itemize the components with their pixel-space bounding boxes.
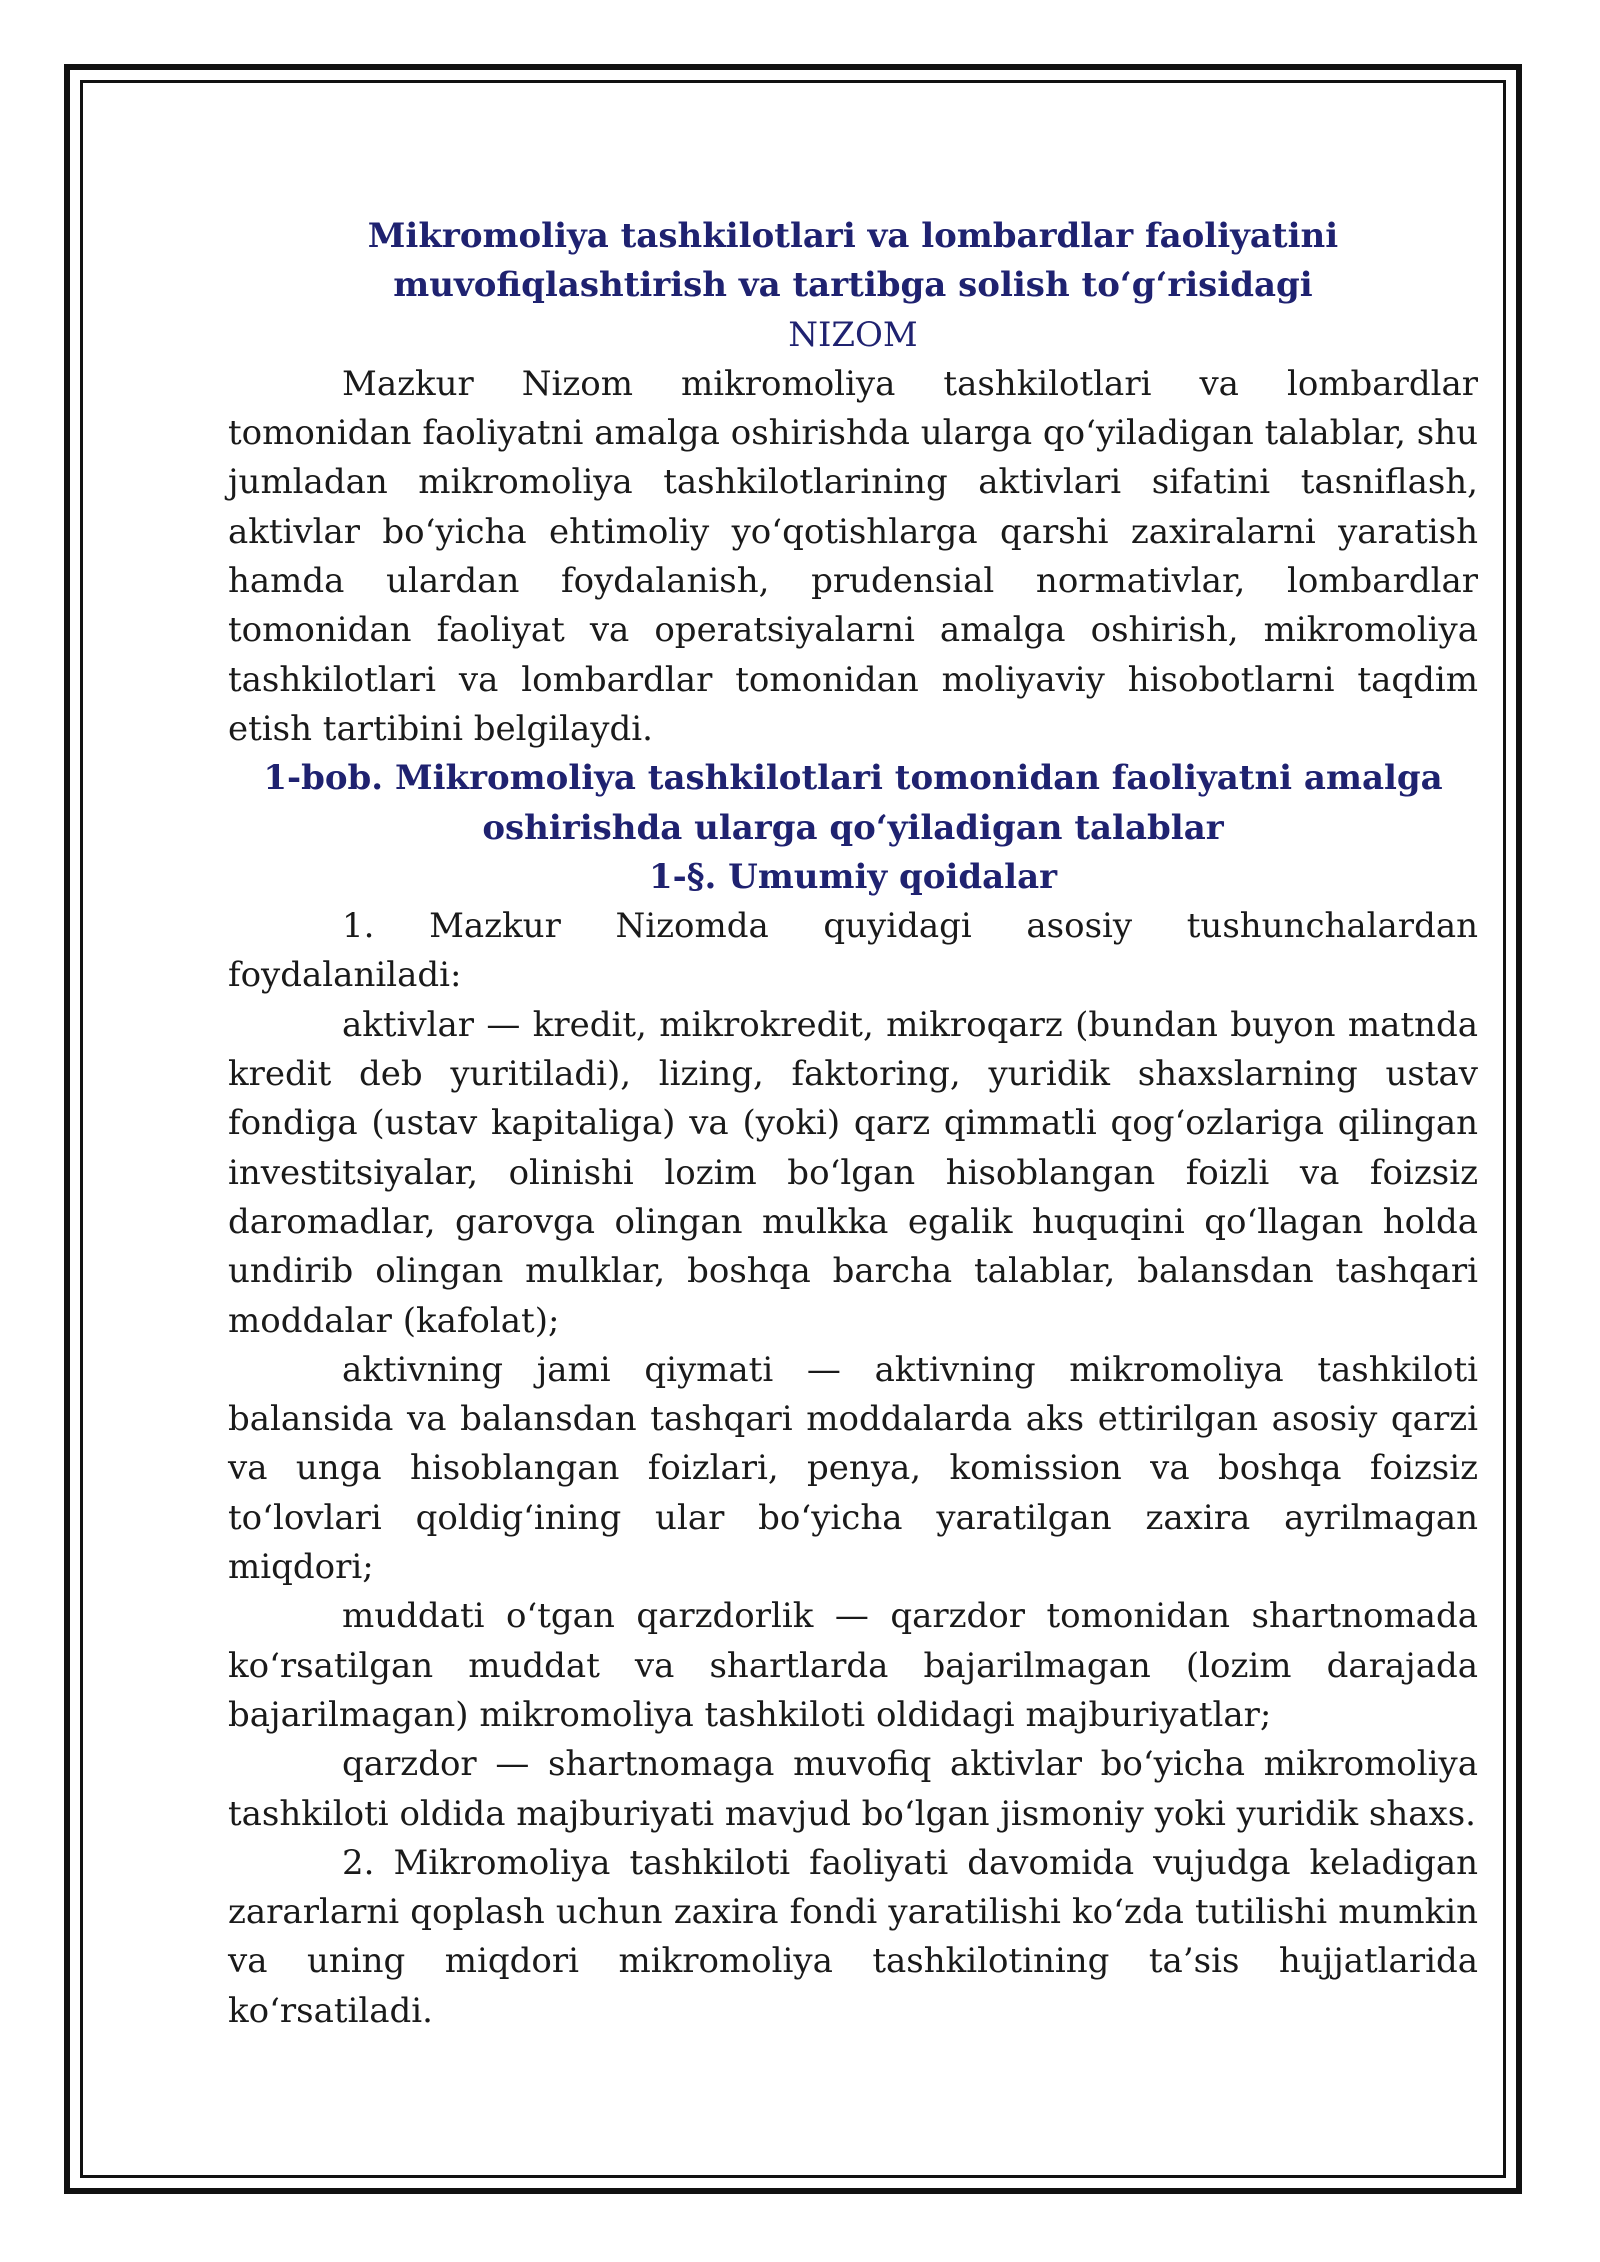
chapter-heading-line-1: 1-bob. Mikromoliya tashkilotlari tomonidan faoliyatni amalga <box>263 758 1443 799</box>
intro-paragraph: Mazkur Nizom mikromoliya tashkilotlari va lombardlar tomonidan faoliyatni amalga oshirishda ularga qo‘yiladigan talablar, shu jumladan mikromoliya tashkilotlarining aktivlari sifatini tasniflash, aktivlar bo‘yicha ehtimoliy yo‘qotishlarga qarshi zaxiralarni yaratish hamda ulardan foydalanish, prudensial normativlar, lombardlar tomonidan faoliyat va operatsiyalarni amalga oshirish, mikromoliya tashkilotlari va lombardlar tomonidan moliyaviy hisobotlarni taqdim etish tartibini belgilaydi. <box>228 363 1478 749</box>
section-heading: 1-§. Umumiy qoidalar <box>648 856 1058 897</box>
paragraph-2: 2. Mikromoliya tashkiloti faoliyati davomida vujudga keladigan zararlarni qoplash uchun zaxira fondi yaratilishi ko‘zda tutilishi mumkin va uning miqdori mikromoliya tashkilotining ta’sis hujjatlarida ko‘rsatiladi. <box>228 1842 1478 2031</box>
title-nizom: NIZOM <box>788 314 918 355</box>
definition-aktivning-jami-qiymati: aktivning jami qiymati — aktivning mikromoliya tashkiloti balansida va balansdan tashqari moddalarda aks ettirilgan asosiy qarzi va unga hisoblangan foizlari, penya, komission va boshqa foizsiz to‘lovlari qoldig‘ining ular bo‘yicha yaratilgan zaxira ayrilmagan miqdori; <box>228 1349 1478 1588</box>
definition-muddati-otgan-qarzdorlik: muddati o‘tgan qarzdorlik — qarzdor tomonidan shartnomada ko‘rsatilgan muddat va shartlarda bajarilmagan (lozim darajada bajarilmagan) mikromoliya tashkiloti oldidagi majburiyatlar; <box>228 1596 1478 1735</box>
definition-aktivlar: aktivlar — kredit, mikrokredit, mikroqarz (bundan buyon matnda kredit deb yuritiladi), lizing, faktoring, yuridik shaxslarning ustav fondiga (ustav kapitaliga) va (yoki) qarz qimmatli qog‘ozlariga qilingan investitsiyalar, olinishi lozim bo‘lgan hisoblangan foizli va foizsiz daromadlar, garovga olingan mulkka egalik huquqini qo‘llagan holda undirib olingan mulklar, boshqa barcha talablar, balansdan tashqari moddalar (kafolat); <box>228 1004 1478 1341</box>
title-line-1: Mikromoliya tashkilotlari va lombardlar faoliyatini <box>367 216 1339 256</box>
document-body <box>228 212 1478 2036</box>
chapter-heading-line-2: oshirishda ularga qo‘yiladigan talablar <box>482 807 1224 848</box>
paragraph-1: 1. Mazkur Nizomda quyidagi asosiy tushunchalardan foydalaniladi: <box>228 906 1478 996</box>
definition-qarzdor: qarzdor — shartnomaga muvofiq aktivlar bo‘yicha mikromoliya tashkiloti oldida majburiyati mavjud bo‘lgan jismoniy yoki yuridik shaxs. <box>228 1744 1478 1834</box>
title-line-2: muvofiqlashtirish va tartibga solish to‘g‘risidagi <box>393 265 1313 306</box>
